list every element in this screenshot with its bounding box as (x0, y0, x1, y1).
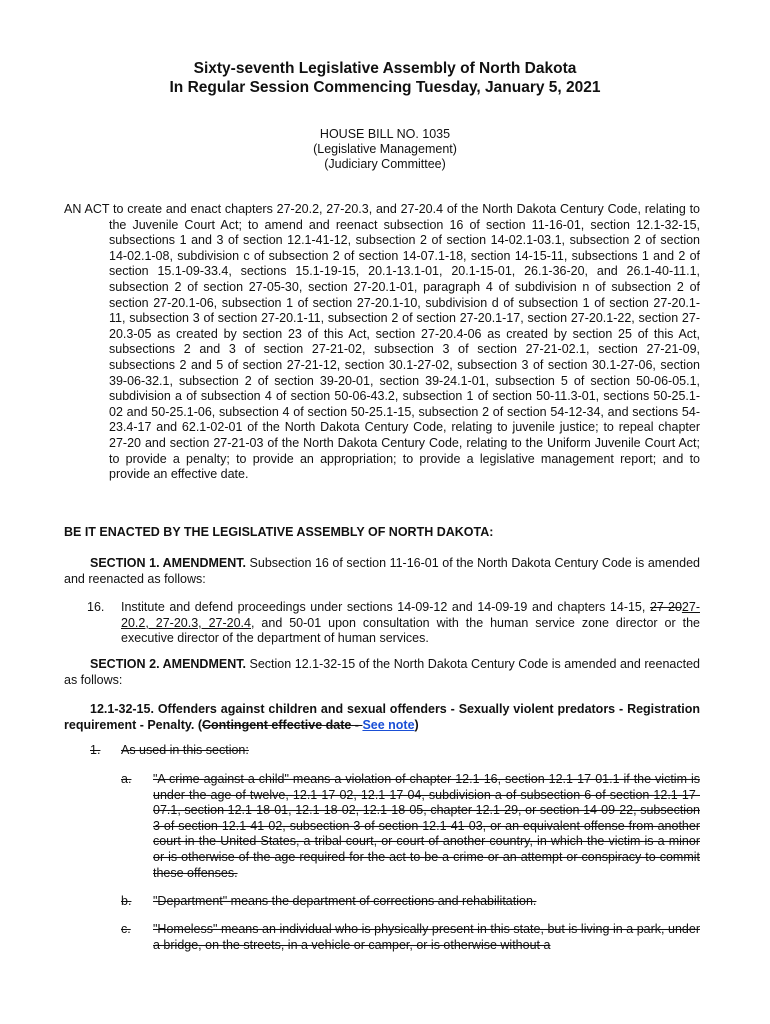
subdivision-c-text: "Homeless" means an individual who is physically present in this state, but is living in a park, under a bridge, on the streets, in a vehicle or camper, or is otherwise without a (153, 922, 700, 952)
subsection-1-text: As used in this section: (121, 743, 249, 757)
subsection-16-text (121, 600, 700, 647)
section-2-heading: SECTION 2. AMENDMENT. (90, 657, 246, 671)
subdivision-c-number: c. (121, 922, 131, 936)
struck-effective-date: Contingent effective date - (202, 717, 363, 732)
struck-text: 27-20 (649, 600, 682, 614)
subsection-16-number: 16. (87, 600, 105, 614)
section-1-intro-text: Subsection 16 of section 11-16-01 of the North Dakota Century Code is amended and reenacted as follows: (64, 556, 700, 586)
act-title-paragraph (64, 202, 700, 483)
subdivision-a-number: a. (121, 772, 132, 786)
see-note-link[interactable]: See note (362, 717, 415, 732)
sponsor-judiciary-committee: (Judiciary Committee) (324, 157, 446, 171)
subdivision-a-text: "A crime against a child" means a violation of chapter 12.1-16, section 12.1-17-01.1 if the victim is under the age of twelve, 12.1-17-02, 12.1-17-04, subdivision a of subsection 6 of section 12.1-17-07.1, section 12.1-18-01, 12.1-18-02, 12.1-18-05, chapter 12.1-29, or section 14-09-22, subsection 3 of section 12.1-41-02, subsection 3 of section 12.1-41-03, or an equivalent offense from another court in the United States, a tribal court, or court of another country, in which the victim is a minor or is otherwise of the age required for the act to be a crime or an attempt or conspiracy to commit these offenses. (153, 772, 700, 880)
bill-number: HOUSE BILL NO. 1035 (319, 127, 451, 141)
assembly-title: Sixty-seventh Legislative Assembly of North Dakota (193, 60, 577, 77)
inserted-text: 27-20.2, 27-20.3, 27-20.4 (121, 600, 700, 630)
subsection-16-text-end: , and 50-01 upon consultation with the human service zone director or the executive director of the department of human services. (121, 615, 700, 646)
sponsor-legislative-management: (Legislative Management) (313, 142, 457, 156)
subsection-1-number: 1. (90, 743, 101, 757)
session-title: In Regular Session Commencing Tuesday, January 5, 2021 (169, 79, 601, 96)
section-1-heading: SECTION 1. AMENDMENT. (90, 556, 246, 570)
subdivision-b-number: b. (121, 894, 132, 908)
act-text: AN ACT to create and enact chapters 27-20.2, 27-20.3, and 27-20.4 of the North Dakota Century Code, relating to the Juvenile Court Act; to amend and reenact subsection 16 of section 11-16-01, section 12.1-32-15, subsections 1 and 3 of section 12.1-41-12, subsection 2 of section 14-02.1-03.1, subsection 2 of section 14-02.1-08, subdivision c of subsection 2 of section 14-07.1-18, section 14-15-11, subsections 1 and 2 of section 15.1-09-33.4, sections 15.1-19-15, 20.1-13.1-01, 20.1-15-01, 26.1-36-20, and 26.1-40-11.1, subsection 2 of section 27-05-30, section 27-20.1-01, paragraph 4 of subdivision n of subsection 2 of section 27-20.1-06, subsection 1 of section 27-20.1-10, subdivision d of subsection 1 of section 27-20.1-11, subsection 3 of section 27-20.1-11, subsection 2 of section 27-20.1-17, section 27-20.1-22, section 27-20.3-05 as created by section 23 of this Act, section 27-20.4-06 as created by section 25 of this Act, subsections 2 and 3 of section 27-21-02, subsection 3 of section 27-21-02.1, section 27-21-09, subsections 2 and 5 of section 27-21-12, section 30.1-27-02, subsection 3 of section 30.1-27-06, section 39-06-32.1, subsection 2 of section 39-20-01, section 39-24.1-01, subsection 5 of section 50-06-05.1, subdivision a of subsection 4 of section 50-06-43.2, subsection 1 of section 50-11.3-01, sections 50-25.1-02 and 50-25.1-06, subsection 4 of section 50-25.1-15, subsection 2 of section 54-12-34, and sections 54-23.4-17 and 62.1-02-01 of the North Dakota Century Code, relating to juvenile justice; to repeal chapter 27-20 and section 27-21-03 of the North Dakota Century Code, relating to the Uniform Juvenile Court Act; to provide a penalty; to provide an appropriation; to provide a legislative management report; and to provide an effective date. (64, 202, 700, 482)
section-1-intro (64, 556, 700, 587)
enacting-clause: BE IT ENACTED BY THE LEGISLATIVE ASSEMBLY OF NORTH DAKOTA: (64, 525, 494, 539)
statute-heading-text: 12.1-32-15. Offenders against children and sexual offenders - Sexually violent predators - Registration requirement - Penalty. ( (64, 702, 700, 732)
section-2-intro-text: Section 12.1-32-15 of the North Dakota Century Code is amended and reenacted as follows: (64, 657, 700, 687)
subsection-16-text-start: Institute and defend proceedings under sections 14-09-12 and 14-09-19 and chapters 14-15, (121, 600, 650, 614)
subdivision-b-text: "Department" means the department of corrections and rehabilitation. (153, 894, 537, 908)
section-2-intro (64, 657, 700, 688)
close-paren: ) (414, 717, 419, 732)
statute-heading (64, 702, 700, 733)
